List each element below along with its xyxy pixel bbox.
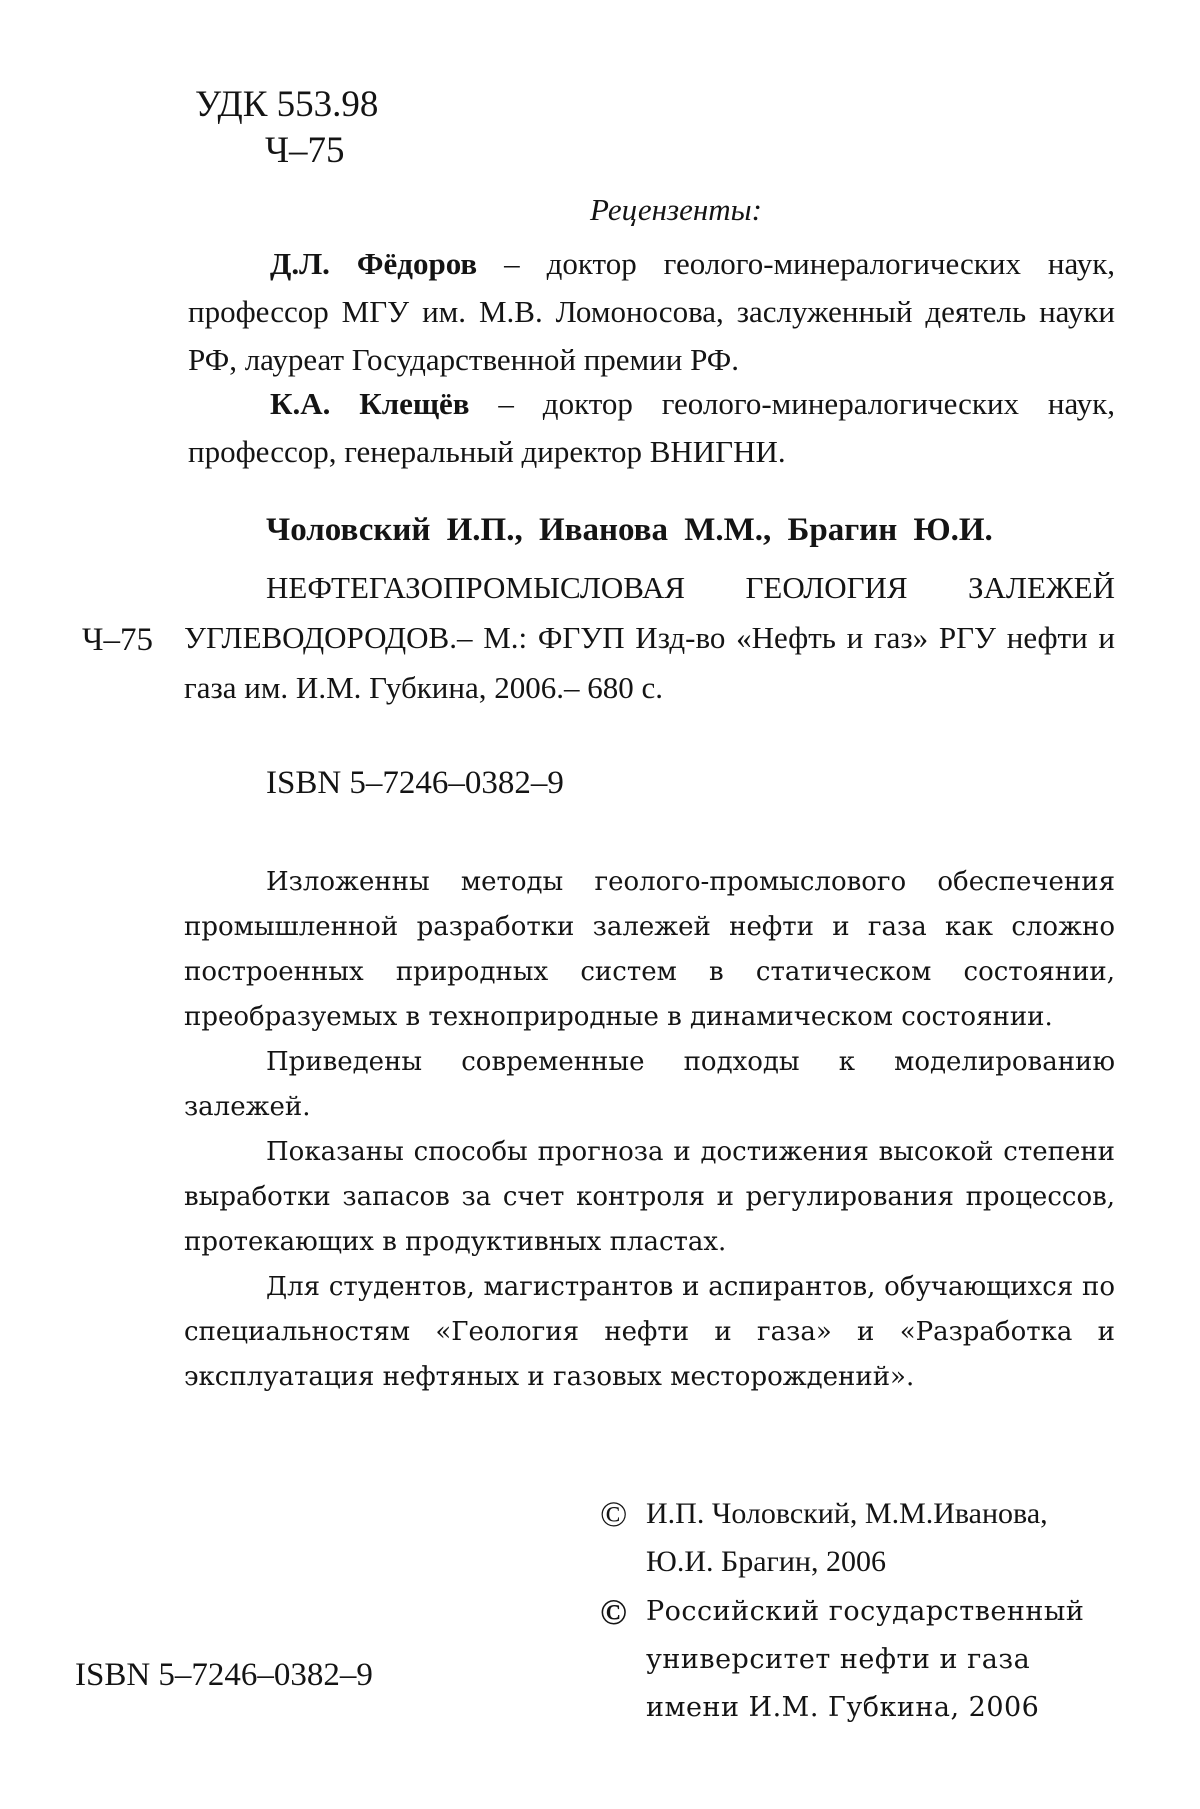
reviewer-description: – доктор геолого-минералогических наук, профессор, генеральный директор ВНИГНИ.: [188, 386, 1115, 469]
reviewer-name: К.А. Клещёв: [270, 386, 470, 421]
isbn-bottom: ISBN 5–7246–0382–9: [75, 1657, 373, 1693]
catalog-title-entry: НЕФТЕГАЗОПРОМЫСЛОВАЯ ГЕОЛОГИЯ ЗАЛЕЖЕЙ УГЛЕВОДОРОДОВ.– М.: ФГУП Изд-во «Нефть и газ» РГУ нефти и газа им. И.М. Губкина, 2006.– 680 с.: [184, 570, 1115, 705]
copyright-icon: ©: [600, 1592, 627, 1632]
annotation-paragraph: Для студентов, магистрантов и аспирантов, обучающихся по специальностям «Геология нефти и газа» и «Разработка и эксплуатация нефтяных и газовых месторождений».: [184, 1272, 1115, 1392]
udk-code: УДК 553.98: [195, 84, 379, 125]
copyright-item-university: [600, 1588, 1120, 1732]
annotation: [184, 860, 1115, 1400]
copyright-block: [600, 1490, 1120, 1734]
annotation-paragraph: Приведены современные подходы к моделированию залежей.: [184, 1047, 1115, 1122]
reviewers-heading: Рецензенты:: [590, 192, 762, 227]
catalog-isbn: ISBN 5–7246–0382–9: [266, 765, 564, 801]
copyright-text: Российский государственный университет нефти и газа имени И.М. Губкина, 2006: [646, 1596, 1085, 1723]
reviewer-entry: [188, 240, 1115, 384]
annotation-paragraph: Показаны способы прогноза и достижения высокой степени выработки запасов за счет контроля и регулирования процессов, протекающих в продуктивных пластах.: [184, 1137, 1115, 1257]
author-mark-top: Ч–75: [265, 130, 345, 171]
catalog-author-mark: Ч–75: [82, 622, 153, 658]
udk-block: [195, 82, 378, 174]
reviewer-name: Д.Л. Фёдоров: [270, 246, 478, 281]
reviewer-entry: [188, 380, 1115, 476]
catalog-authors: Чоловский И.П., Иванова М.М., Брагин Ю.И.: [266, 512, 993, 548]
copyright-text: И.П. Чоловский, М.М.Иванова, Ю.И. Брагин, 2006: [646, 1497, 1048, 1578]
reviewer-description: – доктор геолого-минералогических наук, профессор МГУ им. М.В. Ломоносова, заслуженный деятель науки РФ, лауреат Государственной премии РФ.: [188, 246, 1116, 377]
annotation-paragraph: Изложенны методы геолого-промыслового обеспечения промышленной разработки залежей нефти и газа как сложно построенных природных систем в статическом состоянии, преобразуемых в технoприродные в динамическом состоянии.: [184, 867, 1115, 1032]
copyright-icon: ©: [600, 1494, 628, 1534]
copyright-item-authors: [600, 1490, 1120, 1586]
